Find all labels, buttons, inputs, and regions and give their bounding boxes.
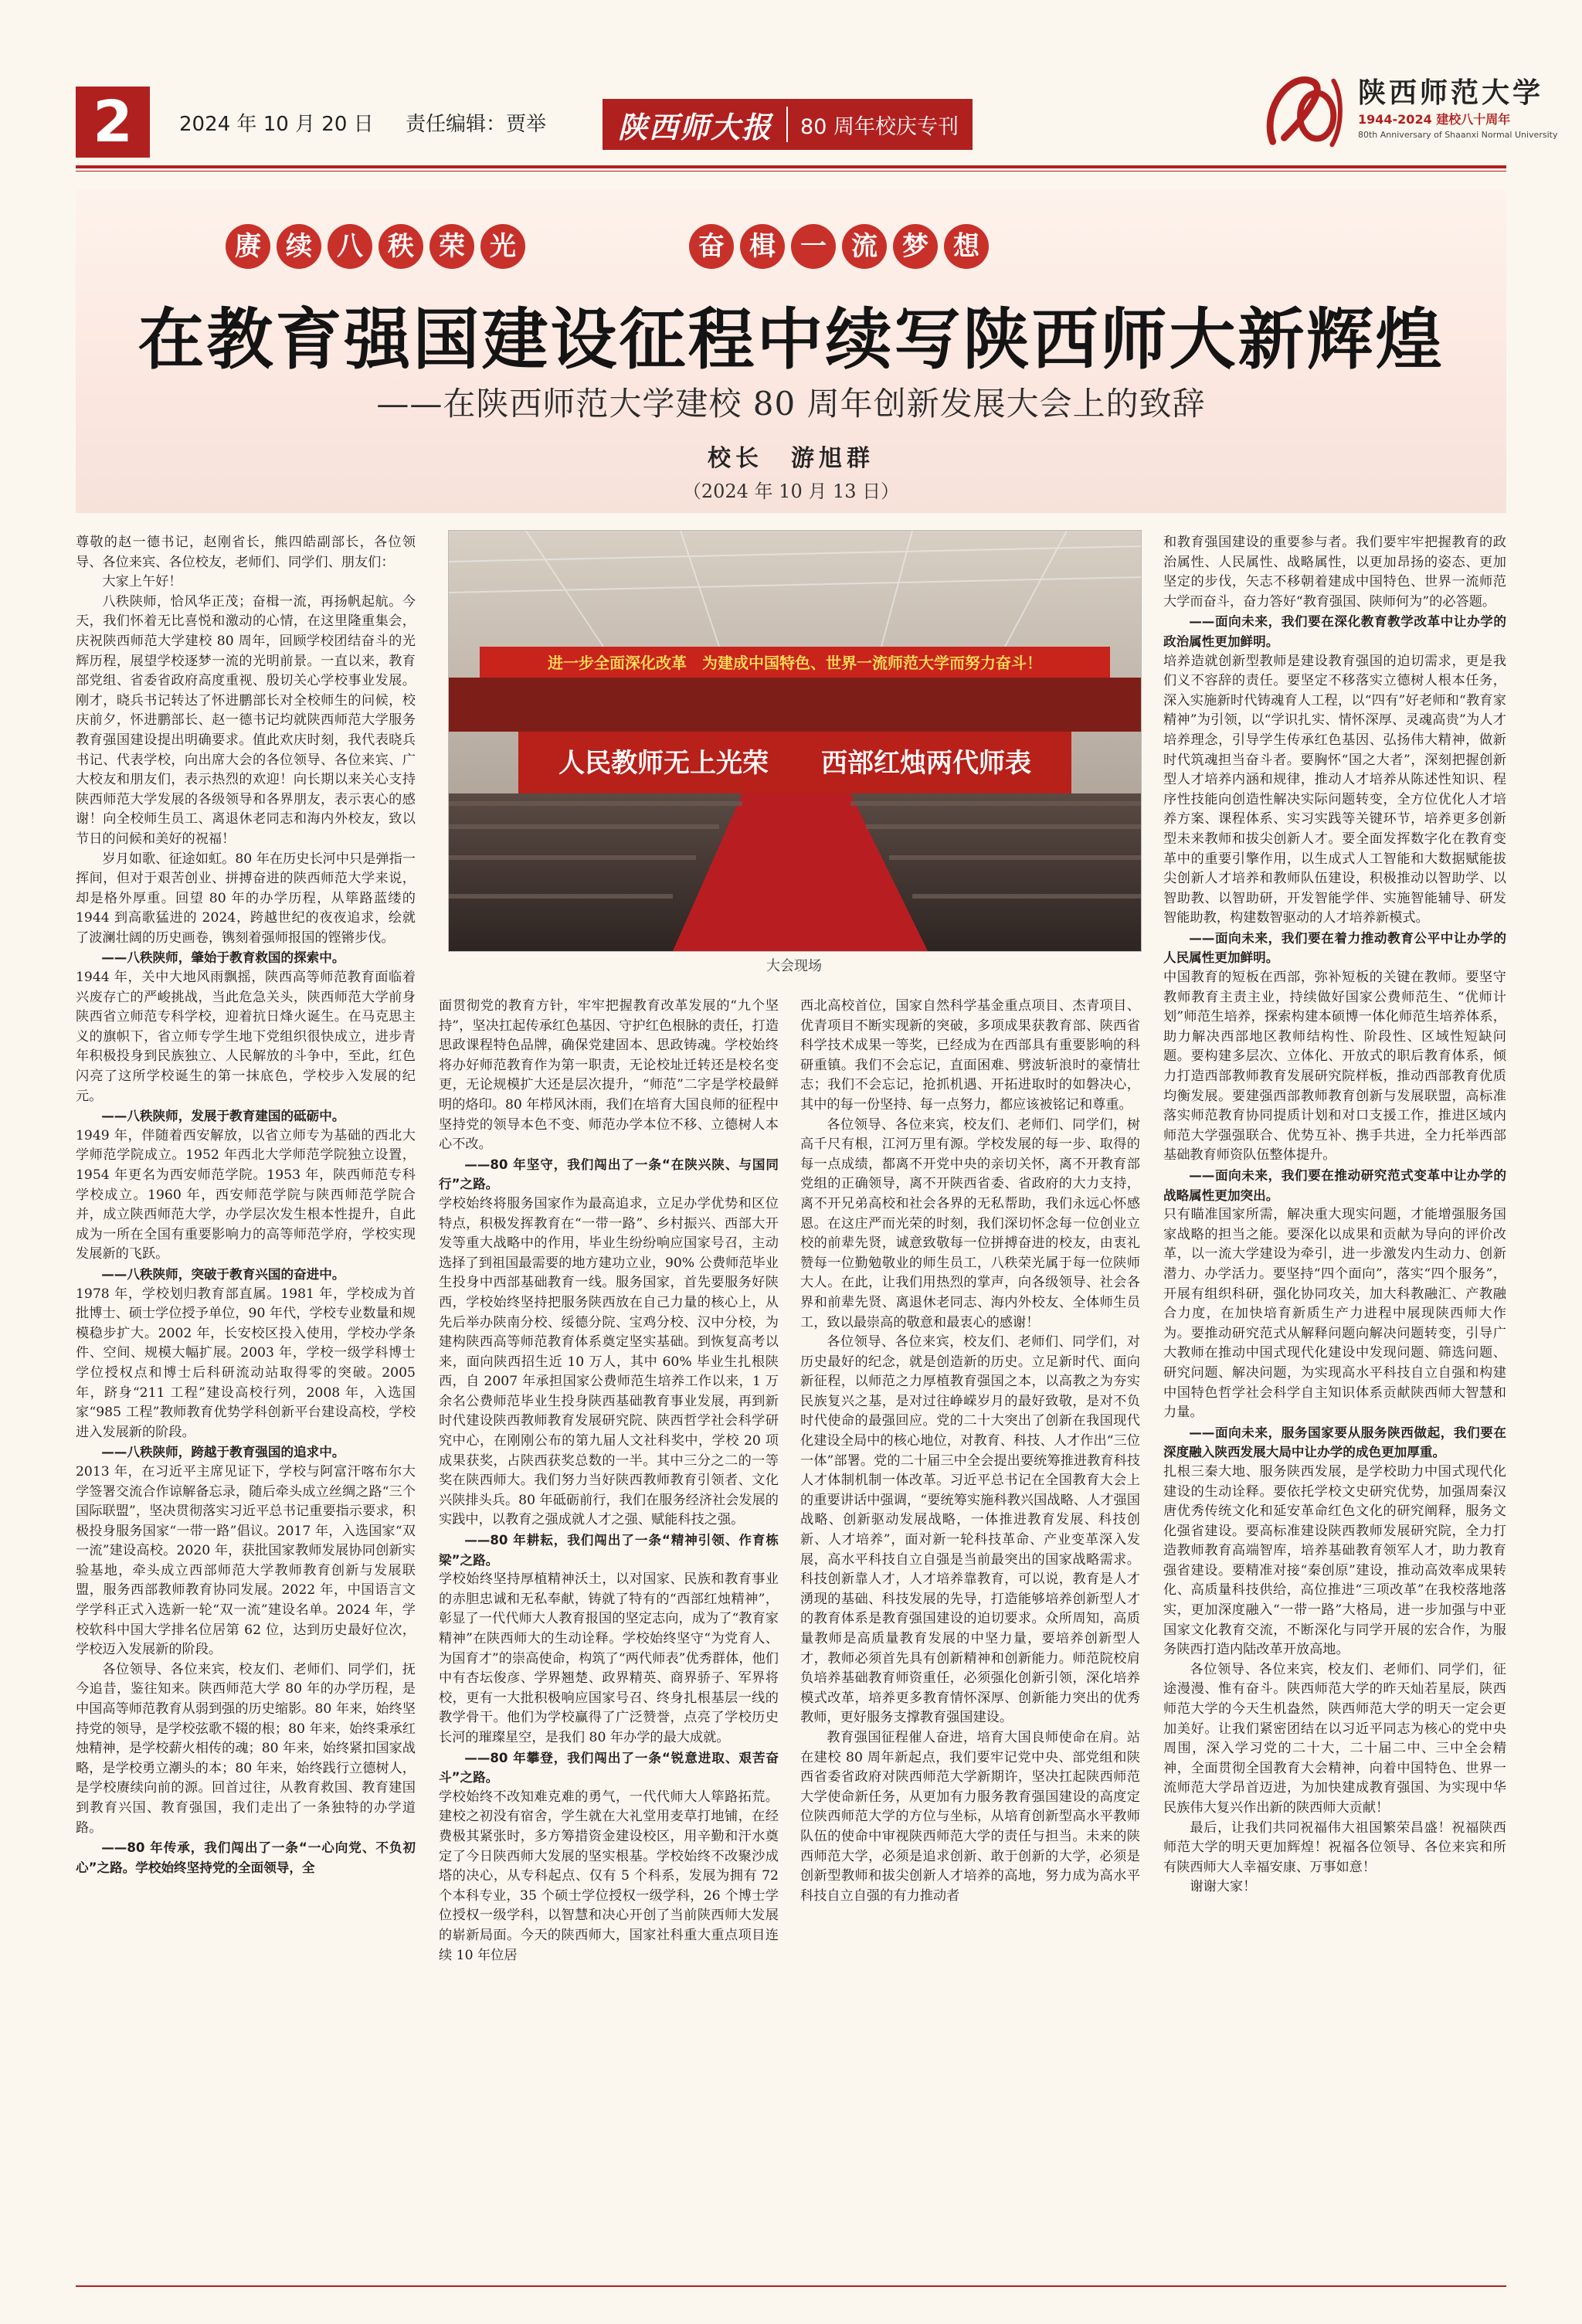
slogan-char: 梦: [893, 224, 938, 269]
slogan-char: 流: [842, 224, 887, 269]
page-number: 2: [76, 87, 150, 158]
paragraph: 培养造就创新型教师是建设教育强国的迫切需求，更是我们义不容辞的责任。要坚定不移落实立德树人根本任务，深入实施新时代铸魂育人工程，以“四有”好老师和“教育家精神”为引领，以“学识扎实、情怀深厚、灵魂高贵”为人才培养理念，引导学生传承红色基因、弘扬伟大精神，做新时代筑魂担当奋斗者。要胸怀“国之大者”，深刻把握创新型人才培养内涵和规律，推动人才培养从陈述性知识、程序性技能向创造性解决实际问题转变，全方位优化人才培养方案、课程体系、实习实践等关键环节，培养更多创新型未来教师和拔尖创新人才。要全面发挥数字化在教育变革中的重要引擎作用，以生成式人工智能和大数据赋能拔尖创新人才培养和教师队伍建设，积极推动以智助学、以智助教、以智助研，开发智能学伴、实施智能辅导、研发智能助教，构建数智驱动的人才培养新模式。: [1163, 653, 1506, 926]
slogan-char: 奋: [689, 224, 734, 269]
section-heading: ——八秩陕师，跨越于教育强国的追求中。: [101, 1445, 345, 1460]
paragraph: 2013 年，在习近平主席见证下，学校与阿富汗喀布尔大学签署交流合作谅解备忘录，随后牵头成立丝绸之路“三个国际联盟”，坚决贯彻落实习近平总书记重要指示要求，积极投身服务国家“一带一路”倡议。2017 年，入选国家“双一流”建设高校。2020 年，获批国家教师发展协同创新实验基地，牵头成立西部师范大学教师教育创新与发展联盟，服务西部教师教育协同发展。2022 年，中国语言文学学科正式入选新一轮“双一流”建设名单。2024 年，学校软科中国大学排名位居第 62 位，达到历史最好位次，学校迈入发展新的阶段。: [76, 1463, 416, 1658]
text-column-3: [800, 997, 1140, 2271]
paragraph: 1944 年，关中大地风雨飘摇，陕西高等师范教育面临着兴废存亡的严峻挑战，当此危急关头，陕西师范大学前身陕西省立师范专科学校，迎着抗日烽火诞生。在马克思主义的旗帜下，省立师专学生地下党组织很快成立，进步青年积极投身到民族独立、人民解放的斗争中，至此，红色闪亮了这所学校诞生的第一抹底色，学校步入发展的纪元。: [76, 970, 416, 1104]
paragraph: 1949 年，伴随着西安解放，以省立师专为基础的西北大学师范学院成立。1952 年西北大学师范学院独立设置，1954 年更名为西安师范学院。1953 年，陕西师范专科学校成立。1960 年，西安师范学院与陕西师范学院合并，成立陕西师范大学，办学层次发生根本性提升，自此成为一所在全国有重要影响力的高等师范学府，学校实现发展新的飞跃。: [76, 1127, 416, 1262]
anniversary-80-logo-icon: [1258, 65, 1349, 158]
paragraph: 面贯彻党的教育方针，牢牢把握教育改革发展的“九个坚持”，坚决扛起传承红色基因、守护红色根脉的责任，打造思政课程特色品牌，确保党建固本、思政铸魂。学校始终将办好师范教育作为第一职责，无论校址迁转还是校名变更，无论规模扩大还是层次提升，“师范”二字是学校最鲜明的烙印。80 年栉风沐雨，我们在培育大国良师的征程中坚持党的领导本色不变、师范办学本位不移、立德树人本心不改。: [439, 998, 779, 1153]
section-heading: ——面向未来，我们要在深化教育教学改革中让办学的政治属性更加鲜明。: [1163, 614, 1506, 649]
section-heading: ——80 年攀登，我们闯出了一条“锐意进取、艰苦奋斗”之路。: [439, 1750, 779, 1785]
paragraph: 学校始终将服务国家作为最高追求，立足办学优势和区位特点，积极发挥教育在“一带一路”、乡村振兴、西部大开发等重大战略中的作用，毕业生纷纷响应国家号召，主动选择了到祖国最需要的地方建功立业，90% 公费师范毕业生投身中西部基础教育一线。服务国家，首先要服务好陕西，学校始终坚持把服务陕西放在自己力量的核心上，从先后举办陕南分校、绥德分院、宝鸡分校、汉中分校，为建构陕西高等师范教育体系奠定坚实基础。到恢复高考以来，面向陕西招生近 10 万人，其中 60% 毕业生扎根陕西，自 2007 年承担国家公费师范生培养工作以来，1 万余名公费师范毕业生投身陕西基础教育事业发展，再到新时代建设陕西教师教育发展研究院、陕西哲学社会科学研究中心，在刚刚公布的第九届人文社科奖中，学校 20 项成果获奖，占陕西获奖总数的一半。其中三分之二的一等奖在陕西师大。我们努力当好陕西教师教育引领者、文化兴陕排头兵。80 年砥砺前行，我们在服务经济社会发展的实践中，以教育之强成就人才之强、赋能科技之强。: [439, 1195, 779, 1528]
paragraph: 和教育强国建设的重要参与者。我们要牢牢把握教育的政治属性、人民属性、战略属性，以更加昂扬的姿态、更加坚定的步伐，矢志不移朝着建成中国特色、世界一流师范大学而奋斗，奋力答好“教育强国、陕师何为”的必答题。: [1163, 535, 1506, 610]
photo-banner-top: 进一步全面深化改革 为建成中国特色、世界一流师范大学而努力奋斗！: [548, 654, 1042, 672]
slogan-char: 荣: [429, 224, 474, 269]
conference-photo: [448, 530, 1142, 952]
slogan-char: 想: [944, 224, 989, 269]
paragraph: 各位领导、各位来宾，校友们、老师们、同学们，抚今追昔，鉴往知来。陕西师范大学 80 年的办学历程，是中国高等师范教育从弱到强的历史缩影。80 年来，始终坚持党的领导，是学校弦歌不辍的根；80 年来，始终秉承红烛精神，是学校薪火相传的魂；80 年来，始终紧扣国家战略，是学校勇立潮头的本；80 年来，始终践行立德树人，是学校赓续向前的源。回首过往，从教育救国、教育建国到教育兴国、教育强国，我们走出了一条独特的办学道路。: [76, 1661, 416, 1836]
section-heading: ——80 年耕耘，我们闯出了一条“精神引领、作育栋梁”之路。: [439, 1533, 779, 1568]
slogan-row: [226, 224, 1129, 275]
section-heading: ——八秩陕师，发展于教育建国的砥砺中。: [101, 1109, 345, 1124]
article-subtitle: ——在陕西师范大学建校 80 周年创新发展大会上的致辞: [376, 385, 1206, 423]
slogan-char: 秩: [379, 224, 423, 269]
section-heading: ——80 年坚守，我们闯出了一条“在陕兴陕、与国同行”之路。: [439, 1157, 779, 1192]
special-edition-label: 80 周年校庆专刊: [800, 114, 959, 139]
photo-banner-main: 人民教师无上光荣 西部红烛两代师表: [558, 748, 1031, 779]
paragraph: 只有瞄准国家所需，解决重大现实问题，才能增强服务国家战略的担当之能。要深化以成果和贡献为导向的评价改革，以一流大学建设为牵引，进一步激发内生动力、创新潜力、办学活力。要坚持“四个面向”，落实“四个服务”，开展有组织科研，强化协同攻关，加大科教融汇、产教融合力度，在加快培育新质生产力进程中展现陕西师大作为。要推动研究范式从解释问题向解决问题转变，引导广大教师在推动中国式现代化建设中发现问题、筛选问题、研究问题、解决问题，为实现高水平科技自立自强和构建中国特色哲学社会科学自主知识体系贡献陕西师大智慧和力量。: [1163, 1207, 1506, 1421]
auditorium-image: [449, 531, 1141, 951]
slogan-char: 一: [791, 224, 836, 269]
slogan-char: 光: [480, 224, 525, 269]
masthead-rule: [76, 165, 1506, 168]
paragraph: 最后，让我们共同祝福伟大祖国繁荣昌盛！祝福陕西师范大学的明天更加辉煌！祝福各位领导、各位来宾和所有陕西师大人幸福安康、万事如意！: [1163, 1819, 1506, 1875]
page-bottom-rule: [76, 2285, 1506, 2287]
masthead-rule-thin: [76, 171, 1506, 172]
article-title: 在教育强国建设征程中续写陕西师大新辉煌: [137, 301, 1445, 379]
paragraph: 尊敬的赵一德书记，赵刚省长，熊四皓副部长，各位领导、各位来宾、各位校友，老师们、同学们、朋友们：: [76, 535, 416, 570]
university-name: 陕西师范大学: [1358, 76, 1544, 109]
anniversary-years: 1944-2024 建校八十周年: [1358, 112, 1511, 127]
text-column-1: [76, 533, 416, 2271]
paragraph: 学校始终不改知难克难的勇气，一代代师大人筚路拓荒。建校之初没有宿舍，学生就在大礼堂用麦草打地铺，在经费极其紧张时，多方筹措资金建设校区，用辛勤和汗水奠定了今日陕西师大发展的坚实根基。学校始终不改聚沙成塔的决心，从专科起点、仅有 5 个科系，发展为拥有 72 个本科专业，35 个硕士学位授权一级学科，26 个博士学位授权一级学科，以智慧和决心开创了当前陕西师大发展的崭新局面。今天的陕西师大，国家社科重大重点项目连续 10 年位居: [439, 1789, 779, 1963]
section-heading: ——面向未来，我们要在着力推动教育公平中让办学的人民属性更加鲜明。: [1163, 930, 1506, 966]
paragraph: 1978 年，学校划归教育部直属。1981 年，学校成为首批博士、硕士学位授予单位，90 年代，学校专业数量和规模稳步扩大。2002 年，长安校区投入使用，学校办学条件、空间、规模大幅扩展。2003 年，学校一级学科博士学位授权点和博士后科研流动站取得零的突破。2005 年，跻身“211 工程”建设高校行列，2008 年，入选国家“985 工程”教师教育优势学科创新平台建设高校，学校进入发展新的阶段。: [76, 1286, 416, 1440]
paragraph: 教育强国征程催人奋进，培育大国良师使命在肩。站在建校 80 周年新起点，我们要牢记党中央、部党组和陕西省委省政府对陕西师范大学新期许，坚决扛起陕西师范大学使命新任务，从更加有力服务教育强国建设的高度定位陕西师范大学的方位与坐标，从培育创新型高水平教师队伍的使命中审视陕西师范大学的责任与担当。未来的陕西师范大学，必须是追求创新、敢于创新的大学，必须是创新型教师和拔尖创新人才培养的高地，努力成为高水平科技自立自强的有力推动者: [800, 1729, 1140, 1904]
paragraph: 各位领导、各位来宾，校友们、老师们、同学们，对历史最好的纪念，就是创造新的历史。立足新时代、面向新征程，以师范之力厚植教育强国之本，以高教之为夯实民族复兴之基，是对过往峥嵘岁月的最好致敬，是对不负时代使命的最强回应。党的二十大突出了创新在我国现代化建设全局中的核心地位，对教育、科技、人才作出“三位一体”部署。党的二十届三中全会提出要统筹推进教育科技人才体制机制一体改革。习近平总书记在全国教育大会上的重要讲话中强调，“要统筹实施科教兴国战略、人才强国战略、创新驱动发展战略，一体推进教育发展、科技创新、人才培养”，面对新一轮科技革命、产业变革深入发展，高水平科技自立自强是当前最突出的国家战略需求。科技创新靠人才，人才培养靠教育，可以说，教育是人才湧现的基础、科技发展的先导，打造能够培养创新型人才的教育体系是教育强国建设的迫切要求。众所周知，高质量教师是高质量教育发展的中坚力量，要培养创新型人才，教师必须首先具有创新精神和创新能力。师范院校肩负培养基础教育师资重任，必须强化创新引领，深化培养模式改革，培养更多教育情怀深厚、创新能力突出的优秀教师，更好服务支撑教育强国建设。: [800, 1334, 1140, 1726]
paragraph: 西北高校首位，国家自然科学基金重点项目、杰青项目、优青项目不断实现新的突破，多项成果获教育部、陕西省科学技术成果一等奖，已经成为在西部具有重要影响的科研重镇。我们不会忘记，直面困难、劈波斩浪时的豪情壮志；我们不会忘记，抢抓机遇、开拓进取时的如磐决心，其中的每一份坚持、每一点努力，都应该被铭记和尊重。: [800, 998, 1140, 1113]
slogan-char: 赓: [226, 224, 270, 269]
text-column-2: [439, 997, 779, 2271]
slogan-char: 续: [277, 224, 321, 269]
section-heading: ——八秩陕师，突破于教育兴国的奋进中。: [101, 1266, 345, 1282]
paragraph: 八秩陕师，恰风华正茂；奋楫一流，再扬帆起航。今天，我们怀着无比喜悦和激动的心情，在这里隆重集会，庆祝陕西师范大学建校 80 周年，回顾学校团结奋斗的光辉历程，展望学校逐梦一流的光明前景。一直以来，教育部党组、省委省政府高度重视、殷切关心学校事业发展。刚才，晓兵书记转达了怀进鹏部长对全校师生的问候，校庆前夕，怀进鹏部长、赵一德书记均就陕西师范大学服务教育强国建设提出明确要求。值此欢庆时刻，我代表晓兵书记、代表学校，向出席大会的各位领导、各位来宾、广大校友和朋友们，表示热烈的欢迎！向长期以来关心支持陕西师范大学发展的各级领导和各界朋友，表示衷心的感谢！向全校师生员工、离退休老同志和海内外校友，致以节日的问候和美好的祝福！: [76, 593, 416, 847]
section-heading: ——80 年传承，我们闯出了一条“一心向党、不负初心”之路。学校始终坚持党的全面领导，全: [76, 1840, 416, 1875]
slogan-right: [689, 224, 989, 275]
masthead: [0, 0, 1582, 179]
paragraph: 各位领导、各位来宾，校友们、老师们、同学们，树高千尺有根，江河万里有源。学校发展的每一步、取得的每一点成绩，都离不开党中央的亲切关怀，离不开教育部党组的正确领导，离不开陕西省委、省政府的大力支持，离不开兄弟高校和社会各界的无私帮助，我们永远心怀感恩。在这庄严而光荣的时刻，我们深切怀念每一位创业立校的前辈先贤，诚意致敬每一位拼搏奋进的校友，由衷礼赞每一位勤勉敬业的师生员工，八秩荣光属于每一位陕师大人。在此，让我们用热烈的掌声，向各级领导、社会各界和前辈先贤、离退休老同志、海内外校友、全体师生员工，致以最崇高的敬意和最衷心的感谢！: [800, 1116, 1140, 1330]
paragraph: 大家上午好！: [102, 574, 182, 590]
paragraph: 扎根三秦大地、服务陕西发展，是学校助力中国式现代化建设的生动诠释。要依托学校文史研究优势，加强周秦汉唐优秀传统文化和延安革命红色文化的研究阐释，服务文化强省建设。要高标准建设陕西教师发展研究院，全力打造教师教育高端智库，培养基础教育领军人才，助力教育强省建设。要精准对接“秦创原”建设，推动高效率成果转化、高质量科技供给，高位推进“三项改革”在我校落地落实，更加深度融入“一带一路”大格局，进一步加强与中亚国家文化教育交流，不断深化与同学开展的宏合作，为服务陕西打造内陆改革开放高地。: [1163, 1463, 1506, 1658]
article-author: 校长 游旭群: [708, 445, 874, 472]
slogan-char: 八: [328, 224, 372, 269]
paragraph: 谢谢大家！: [1190, 1879, 1257, 1895]
section-heading: ——八秩陕师，肇始于教育救国的探索中。: [101, 950, 345, 966]
paper-title-box: [603, 99, 973, 150]
paragraph: 各位领导、各位来宾，校友们、老师们、同学们，征途漫漫、惟有奋斗。陕西师范大学的昨天灿若星辰，陕西师范大学的今天生机盎然，陕西师范大学的明天一定会更加美好。让我们紧密团结在以习近平同志为核心的党中央周围，深入学习党的二十大，二十届二中、三中全会精神，全面贯彻全国教育大会精神，向着中国特色、世界一流师范大学昂首迈进，为加快建成教育强国、为实现中华民族伟大复兴作出新的陕西师大贡献！: [1163, 1661, 1506, 1816]
photo-caption: 大会现场: [766, 958, 822, 974]
paragraph: 岁月如歌、征途如虹。80 年在历史长河中只是弹指一挥间，但对于艰苦创业、拼搏奋进的陕西师范大学来说，却是格外厚重。回望 80 年的办学历程，从筚路蓝缕的 1944 到高歌猛进的 2024，跨越世纪的夜夜追求，绘就了波澜壮阔的历史画卷，镌刻着强师报国的铿锵步伐。: [76, 851, 416, 946]
paper-name: 陕西师大报: [618, 109, 773, 144]
speech-date: （2024 年 10 月 13 日）: [682, 481, 900, 502]
slogan-left: [226, 224, 525, 275]
paragraph: 学校始终坚持厚植精神沃土，以对国家、民族和教育事业的赤胆忠诚和无私奉献，铸就了特有的“西部红烛精神”，彰显了一代代师大人教育报国的坚定志向，成为了“教育家精神”在陕西师大的生动诠释。学校始终坚守“为党育人、为国育才”的崇高使命，构筑了“两代师表”优秀群体，他们中有杏坛俊彦、学界翘楚、政界精英、商界骄子、军界将校，更有一大批积极响应国家号召、终身扎根基层一线的教学骨干。他们为学校赢得了广泛赞誉，点亮了学校历史长河的璀璨星空，是我们 80 年办学的最大成就。: [439, 1571, 779, 1745]
editor-credit: 责任编辑：贾举: [406, 113, 547, 136]
slogan-char: 楫: [740, 224, 785, 269]
text-column-4: [1163, 533, 1506, 2271]
issue-date: 2024 年 10 月 20 日: [179, 113, 374, 136]
paragraph: 中国教育的短板在西部，弥补短板的关键在教师。要坚守教师教育主责主业，持续做好国家公费师范生、“优师计划”师范生培养，探索构建本硕博一体化师范生培养体系，助力解决西部地区教师结构性、阶段性、区域性短缺问题。要构建多层次、立体化、开放式的职后教育体系，倾力打造西部教师教育发展研究院样板，推动西部教育优质均衡发展。要建强西部教师教育创新与发展联盟，高标准落实师范教育协同提质计划和对口支援工作，推进区域内师范大学强强联合、优势互补、携手共进，全力托举西部基础教育师资队伍整体提升。: [1163, 970, 1506, 1164]
section-heading: ——面向未来，服务国家要从服务陕西做起，我们要在深度融入陕西发展大局中让办学的成色更加厚重。: [1163, 1425, 1506, 1460]
section-heading: ——面向未来，我们要在推动研究范式变革中让办学的战略属性更加突出。: [1163, 1168, 1506, 1203]
anniversary-english: 80th Anniversary of Shaanxi Normal University: [1358, 130, 1558, 140]
